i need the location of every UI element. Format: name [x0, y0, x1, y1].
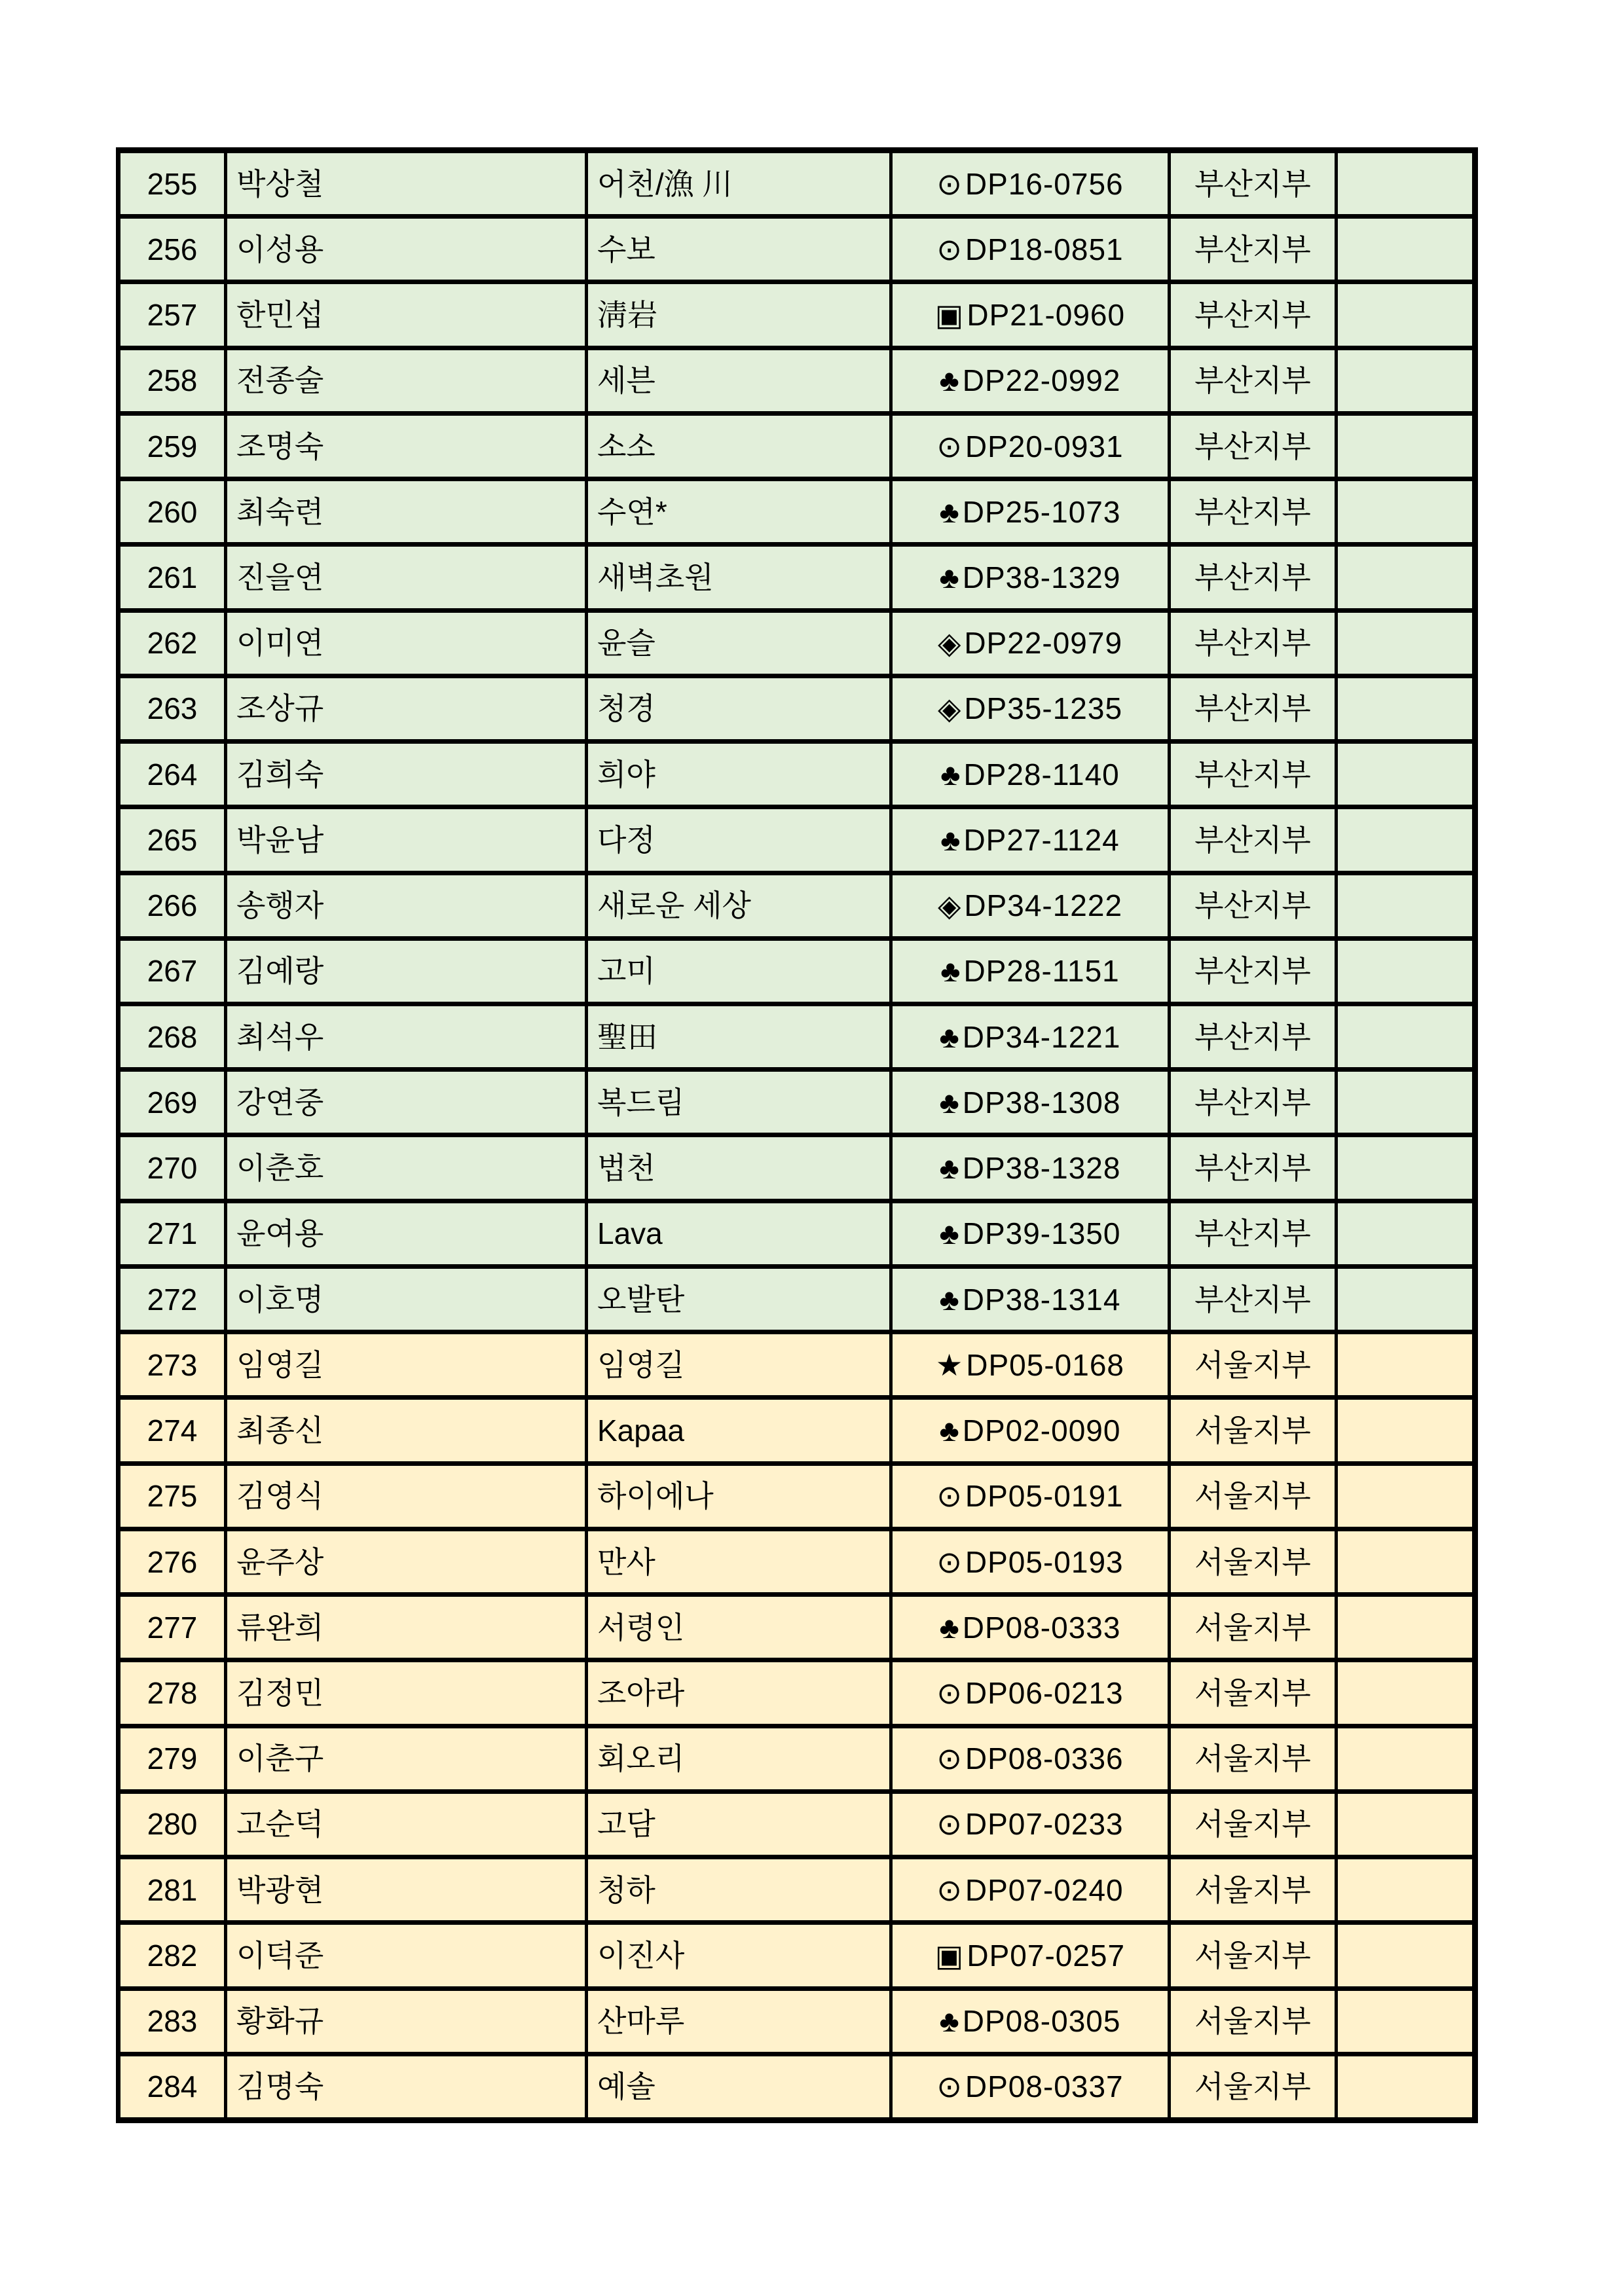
cell-row-number: 279: [120, 1728, 224, 1789]
cell-branch: 서울지부: [1171, 1728, 1335, 1789]
cell-row-number: 276: [120, 1531, 224, 1592]
cell-row-number: 256: [120, 219, 224, 280]
grade-symbol-icon: ▣: [934, 298, 965, 333]
cell-nickname: 이진사: [588, 1925, 889, 1986]
cell-branch: 서울지부: [1171, 1925, 1335, 1986]
cell-branch: 부산지부: [1171, 1006, 1335, 1067]
cell-note: [1338, 153, 1472, 214]
cell-row-number: 270: [120, 1137, 224, 1198]
cell-member-name: 류완희: [227, 1597, 585, 1658]
cell-branch: 부산지부: [1171, 744, 1335, 805]
cell-member-name: 전종술: [227, 350, 585, 411]
cell-member-code: [893, 1925, 1168, 1986]
cell-member-name: 김영식: [227, 1466, 585, 1527]
grade-symbol-icon: ◈: [937, 626, 962, 661]
cell-note: [1338, 1531, 1472, 1592]
grade-symbol-icon: ♣: [940, 954, 961, 989]
cell-row-number: 264: [120, 744, 224, 805]
cell-note: [1338, 416, 1472, 477]
cell-note: [1338, 481, 1472, 542]
grade-symbol-icon: ⊙: [936, 1807, 963, 1842]
cell-nickname: 어천/漁 川: [588, 153, 889, 214]
cell-member-name: 김예랑: [227, 941, 585, 1002]
cell-note: [1338, 1006, 1472, 1067]
cell-note: [1338, 1203, 1472, 1264]
cell-note: [1338, 613, 1472, 674]
cell-branch: 서울지부: [1171, 1400, 1335, 1461]
cell-note: [1338, 1072, 1472, 1133]
cell-nickname: 복드림: [588, 1072, 889, 1133]
cell-note: [1338, 1925, 1472, 1986]
cell-member-name: 박윤남: [227, 809, 585, 870]
cell-branch: 부산지부: [1171, 941, 1335, 1002]
cell-member-code: [893, 1859, 1168, 1920]
cell-member-code: [893, 284, 1168, 345]
grade-symbol-icon: ⊙: [936, 1675, 963, 1710]
cell-nickname: 임영길: [588, 1334, 889, 1395]
member-code-text: DP25-1073: [962, 494, 1121, 529]
member-code-text: DP28-1140: [963, 757, 1120, 792]
cell-note: [1338, 1466, 1472, 1527]
cell-branch: 부산지부: [1171, 547, 1335, 608]
cell-row-number: 273: [120, 1334, 224, 1395]
cell-row-number: 272: [120, 1269, 224, 1330]
member-code-text: DP02-0090: [962, 1413, 1121, 1448]
member-code-text: DP08-0305: [962, 2004, 1121, 2039]
cell-member-name: 박광현: [227, 1859, 585, 1920]
cell-note: [1338, 1137, 1472, 1198]
member-code-text: DP35-1235: [964, 691, 1123, 726]
grade-symbol-icon: ▣: [934, 1938, 965, 1973]
cell-row-number: 281: [120, 1859, 224, 1920]
cell-row-number: 269: [120, 1072, 224, 1133]
cell-row-number: 255: [120, 153, 224, 214]
cell-nickname: 산마루: [588, 1991, 889, 2052]
cell-member-code: [893, 1466, 1168, 1527]
member-code-text: DP22-0979: [964, 626, 1123, 661]
cell-member-code: [893, 678, 1168, 739]
cell-member-code: [893, 1137, 1168, 1198]
cell-row-number: 282: [120, 1925, 224, 1986]
member-code-text: DP08-0336: [965, 1741, 1124, 1776]
member-code-text: DP08-0333: [962, 1610, 1121, 1645]
cell-member-name: 이춘구: [227, 1728, 585, 1789]
member-roster-table: [116, 147, 1478, 2123]
cell-branch: 서울지부: [1171, 1597, 1335, 1658]
cell-note: [1338, 1794, 1472, 1855]
cell-member-code: [893, 1072, 1168, 1133]
grade-symbol-icon: ★: [936, 1347, 964, 1382]
cell-branch: 부산지부: [1171, 284, 1335, 345]
cell-member-code: [893, 1991, 1168, 2052]
cell-nickname: 만사: [588, 1531, 889, 1592]
member-code-text: DP34-1221: [962, 1019, 1121, 1054]
cell-member-code: [893, 153, 1168, 214]
cell-nickname: 새벽초원: [588, 547, 889, 608]
cell-member-name: 최숙련: [227, 481, 585, 542]
cell-row-number: 267: [120, 941, 224, 1002]
grade-symbol-icon: ♣: [939, 1413, 960, 1448]
cell-branch: 서울지부: [1171, 1859, 1335, 1920]
cell-note: [1338, 1859, 1472, 1920]
cell-nickname: 법천: [588, 1137, 889, 1198]
cell-branch: 부산지부: [1171, 613, 1335, 674]
member-code-text: DP08-0337: [965, 2069, 1124, 2104]
cell-member-name: 조명숙: [227, 416, 585, 477]
cell-note: [1338, 809, 1472, 870]
cell-row-number: 284: [120, 2056, 224, 2117]
cell-member-code: [893, 1728, 1168, 1789]
cell-row-number: 259: [120, 416, 224, 477]
cell-row-number: 280: [120, 1794, 224, 1855]
cell-member-name: 최종신: [227, 1400, 585, 1461]
cell-nickname: 회오리: [588, 1728, 889, 1789]
cell-row-number: 271: [120, 1203, 224, 1264]
cell-member-name: 이성용: [227, 219, 585, 280]
member-code-text: DP38-1308: [962, 1085, 1121, 1120]
cell-branch: 부산지부: [1171, 809, 1335, 870]
member-code-text: DP07-0240: [965, 1872, 1124, 1907]
cell-branch: 부산지부: [1171, 678, 1335, 739]
grade-symbol-icon: ♣: [939, 1019, 960, 1054]
member-code-text: DP39-1350: [962, 1216, 1121, 1251]
cell-member-name: 한민섭: [227, 284, 585, 345]
grade-symbol-icon: ♣: [939, 1610, 960, 1645]
cell-row-number: 260: [120, 481, 224, 542]
cell-member-code: [893, 1794, 1168, 1855]
cell-member-name: 고순덕: [227, 1794, 585, 1855]
cell-note: [1338, 941, 1472, 1002]
cell-member-name: 김정민: [227, 1662, 585, 1723]
grade-symbol-icon: ⊙: [936, 2069, 963, 2104]
cell-member-code: [893, 941, 1168, 1002]
grade-symbol-icon: ⊙: [936, 1479, 963, 1514]
member-code-text: DP22-0992: [962, 363, 1121, 398]
cell-member-code: [893, 1334, 1168, 1395]
cell-nickname: 聖田: [588, 1006, 889, 1067]
cell-branch: 서울지부: [1171, 1662, 1335, 1723]
cell-note: [1338, 1597, 1472, 1658]
cell-nickname: 희야: [588, 744, 889, 805]
cell-branch: 서울지부: [1171, 2056, 1335, 2117]
cell-note: [1338, 744, 1472, 805]
cell-note: [1338, 219, 1472, 280]
member-code-text: DP38-1314: [962, 1282, 1121, 1317]
member-code-text: DP28-1151: [963, 954, 1120, 989]
cell-member-code: [893, 481, 1168, 542]
member-code-text: DP06-0213: [965, 1675, 1124, 1710]
cell-member-code: [893, 1597, 1168, 1658]
cell-member-code: [893, 1203, 1168, 1264]
cell-note: [1338, 1269, 1472, 1330]
cell-note: [1338, 284, 1472, 345]
cell-member-name: 최석우: [227, 1006, 585, 1067]
cell-branch: 서울지부: [1171, 1991, 1335, 2052]
cell-branch: 서울지부: [1171, 1794, 1335, 1855]
cell-member-name: 이미연: [227, 613, 585, 674]
grade-symbol-icon: ⊙: [936, 1872, 963, 1907]
cell-branch: 부산지부: [1171, 875, 1335, 936]
grade-symbol-icon: ◈: [937, 691, 962, 726]
cell-member-name: 임영길: [227, 1334, 585, 1395]
cell-note: [1338, 350, 1472, 411]
cell-row-number: 262: [120, 613, 224, 674]
grade-symbol-icon: ◈: [937, 888, 962, 923]
grade-symbol-icon: ♣: [940, 757, 961, 792]
cell-member-code: [893, 875, 1168, 936]
cell-nickname: 하이에나: [588, 1466, 889, 1527]
cell-nickname: Kapaa: [588, 1400, 889, 1461]
cell-nickname: 서령인: [588, 1597, 889, 1658]
cell-row-number: 261: [120, 547, 224, 608]
cell-member-code: [893, 416, 1168, 477]
cell-member-name: 송행자: [227, 875, 585, 936]
cell-note: [1338, 875, 1472, 936]
cell-member-code: [893, 1006, 1168, 1067]
grade-symbol-icon: ♣: [939, 1151, 960, 1186]
cell-nickname: 청경: [588, 678, 889, 739]
cell-member-name: 김희숙: [227, 744, 585, 805]
cell-member-code: [893, 219, 1168, 280]
cell-branch: 부산지부: [1171, 219, 1335, 280]
member-code-text: DP21-0960: [967, 298, 1126, 333]
cell-nickname: 수연*: [588, 481, 889, 542]
cell-member-name: 이춘호: [227, 1137, 585, 1198]
cell-nickname: 세븐: [588, 350, 889, 411]
cell-member-code: [893, 1662, 1168, 1723]
cell-nickname: 조아라: [588, 1662, 889, 1723]
member-code-text: DP20-0931: [965, 429, 1124, 464]
cell-branch: 서울지부: [1171, 1466, 1335, 1527]
cell-branch: 부산지부: [1171, 1203, 1335, 1264]
cell-row-number: 263: [120, 678, 224, 739]
cell-member-name: 이호명: [227, 1269, 585, 1330]
member-code-text: DP34-1222: [964, 888, 1123, 923]
cell-branch: 서울지부: [1171, 1531, 1335, 1592]
grade-symbol-icon: ♣: [939, 2004, 960, 2039]
member-code-text: DP38-1328: [962, 1151, 1121, 1186]
grade-symbol-icon: ♣: [939, 1282, 960, 1317]
grade-symbol-icon: ♣: [939, 1216, 960, 1251]
cell-row-number: 278: [120, 1662, 224, 1723]
grade-symbol-icon: ⊙: [936, 429, 963, 464]
cell-nickname: 淸岩: [588, 284, 889, 345]
cell-member-code: [893, 350, 1168, 411]
cell-note: [1338, 1728, 1472, 1789]
cell-nickname: Lava: [588, 1203, 889, 1264]
cell-member-name: 박상철: [227, 153, 585, 214]
grade-symbol-icon: ♣: [939, 494, 960, 529]
cell-nickname: 윤슬: [588, 613, 889, 674]
cell-row-number: 258: [120, 350, 224, 411]
cell-member-code: [893, 744, 1168, 805]
cell-note: [1338, 2056, 1472, 2117]
cell-note: [1338, 1400, 1472, 1461]
member-code-text: DP05-0191: [965, 1479, 1124, 1514]
member-code-text: DP07-0257: [967, 1938, 1126, 1973]
cell-row-number: 257: [120, 284, 224, 345]
cell-member-code: [893, 1400, 1168, 1461]
member-code-text: DP38-1329: [962, 560, 1121, 594]
grade-symbol-icon: ♣: [939, 560, 960, 594]
cell-member-name: 조상규: [227, 678, 585, 739]
cell-nickname: 고미: [588, 941, 889, 1002]
cell-nickname: 청하: [588, 1859, 889, 1920]
member-code-text: DP18-0851: [965, 232, 1124, 266]
cell-member-code: [893, 809, 1168, 870]
cell-row-number: 268: [120, 1006, 224, 1067]
cell-row-number: 266: [120, 875, 224, 936]
grade-symbol-icon: ⊙: [936, 232, 963, 266]
cell-nickname: 새로운 세상: [588, 875, 889, 936]
cell-note: [1338, 1334, 1472, 1395]
cell-row-number: 275: [120, 1466, 224, 1527]
cell-member-name: 윤여용: [227, 1203, 585, 1264]
cell-row-number: 277: [120, 1597, 224, 1658]
cell-note: [1338, 1662, 1472, 1723]
cell-note: [1338, 547, 1472, 608]
cell-member-code: [893, 1269, 1168, 1330]
cell-row-number: 274: [120, 1400, 224, 1461]
cell-member-code: [893, 547, 1168, 608]
member-code-text: DP07-0233: [965, 1807, 1124, 1842]
member-code-text: DP16-0756: [965, 166, 1124, 201]
member-code-text: DP05-0193: [965, 1544, 1124, 1579]
cell-branch: 부산지부: [1171, 350, 1335, 411]
cell-nickname: 소소: [588, 416, 889, 477]
grade-symbol-icon: ⊙: [936, 166, 963, 201]
cell-branch: 부산지부: [1171, 1072, 1335, 1133]
cell-branch: 부산지부: [1171, 1137, 1335, 1198]
cell-nickname: 고담: [588, 1794, 889, 1855]
grade-symbol-icon: ♣: [939, 363, 960, 398]
cell-member-code: [893, 613, 1168, 674]
grade-symbol-icon: ♣: [940, 822, 961, 857]
cell-nickname: 수보: [588, 219, 889, 280]
cell-branch: 부산지부: [1171, 481, 1335, 542]
cell-branch: 부산지부: [1171, 416, 1335, 477]
cell-member-name: 진을연: [227, 547, 585, 608]
cell-branch: 서울지부: [1171, 1334, 1335, 1395]
cell-member-name: 황화규: [227, 1991, 585, 2052]
grade-symbol-icon: ⊙: [936, 1741, 963, 1776]
grade-symbol-icon: ⊙: [936, 1544, 963, 1579]
cell-member-code: [893, 2056, 1168, 2117]
cell-row-number: 283: [120, 1991, 224, 2052]
member-code-text: DP05-0168: [966, 1347, 1124, 1382]
cell-branch: 부산지부: [1171, 153, 1335, 214]
cell-member-code: [893, 1531, 1168, 1592]
cell-nickname: 다정: [588, 809, 889, 870]
cell-branch: 부산지부: [1171, 1269, 1335, 1330]
grade-symbol-icon: ♣: [939, 1085, 960, 1120]
cell-member-name: 강연중: [227, 1072, 585, 1133]
cell-member-name: 김명숙: [227, 2056, 585, 2117]
cell-member-name: 윤주상: [227, 1531, 585, 1592]
cell-note: [1338, 1991, 1472, 2052]
cell-row-number: 265: [120, 809, 224, 870]
member-code-text: DP27-1124: [963, 822, 1120, 857]
cell-nickname: 오발탄: [588, 1269, 889, 1330]
cell-nickname: 예솔: [588, 2056, 889, 2117]
cell-note: [1338, 678, 1472, 739]
cell-member-name: 이덕준: [227, 1925, 585, 1986]
